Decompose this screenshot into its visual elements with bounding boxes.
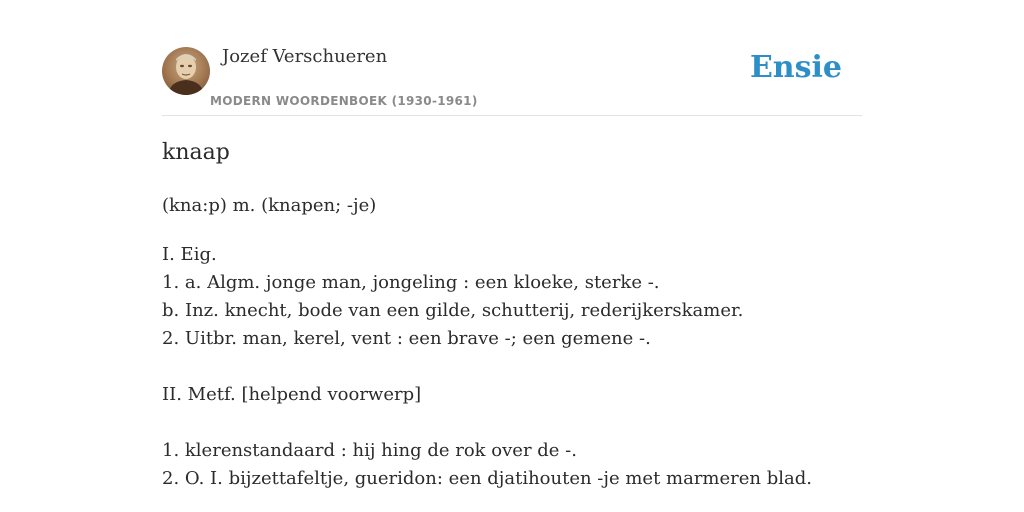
entry-card — [162, 0, 862, 512]
definition-line: 2. Uitbr. man, kerel, vent : een brave -; een gemene -. — [162, 328, 651, 349]
definition-line: b. Inz. knecht, bode van een gilde, schutterij, rederijkerskamer. — [162, 300, 744, 321]
definition-line: 1. a. Algm. jonge man, jongeling : een kloeke, sterke -. — [162, 272, 660, 293]
headword: knaap — [162, 140, 230, 165]
source-label[interactable]: MODERN WOORDENBOEK (1930-1961) — [210, 94, 478, 108]
header-divider — [162, 115, 862, 116]
definition-line — [162, 409, 862, 437]
definition-line: 2. O. I. bijzettafeltje, gueridon: een djatihouten -je met marmeren blad. — [162, 468, 812, 489]
definition-line: II. Metf. [helpend voorwerp] — [162, 384, 422, 405]
definition-line: 1. klerenstandaard : hij hing de rok over de -. — [162, 440, 577, 461]
portrait-icon — [162, 47, 210, 95]
definition-line — [162, 353, 862, 381]
definition-body — [162, 241, 862, 493]
definition-line: I. Eig. — [162, 244, 217, 265]
author-name[interactable]: Jozef Verschueren — [222, 46, 388, 67]
author-avatar[interactable] — [162, 47, 210, 95]
ensie-logo[interactable]: Ensie — [749, 50, 842, 85]
pronunciation: (kna:p) m. (knapen; -je) — [162, 195, 377, 216]
